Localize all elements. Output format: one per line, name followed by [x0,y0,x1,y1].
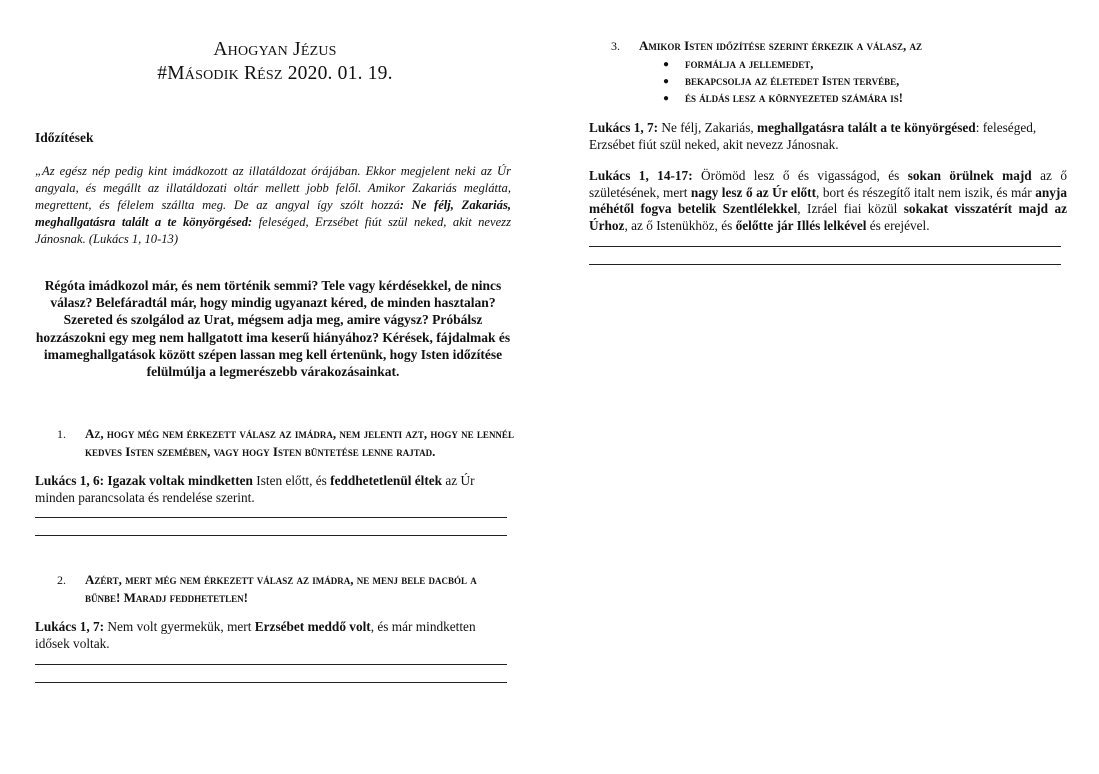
verse-bold: sokakat visszatérít majd az Úrhoz [589,201,1067,233]
verse-text: : feleséged, Erzsébet fiút szül neked, akit nevezz Jánosnak. [589,120,1037,152]
verse-bold: meghallgatásra talált a te könyörgésed [757,120,976,135]
title-line-1: Ahogyan Jézus [213,39,337,60]
verse-text: Nem volt gyermekük, mert [104,619,255,634]
answer-line[interactable] [35,682,507,683]
answer-line[interactable] [589,264,1061,265]
verse-text: Isten előtt, és [252,473,331,488]
verse-bold: feddhetetlenül éltek [330,473,443,488]
bullet-icon: ● [663,59,670,70]
verse-luke-1-6 [35,473,513,506]
bullet-icon: ● [663,76,670,87]
point-number: 2. [57,573,66,587]
verse-bold: anyja méhétől fogva betelik Szentlélekkel [589,184,1067,216]
bullet-list [589,56,1067,107]
verse-text: Ne félj, Zakariás, [658,120,758,135]
bullet-item [589,56,1067,73]
verse-luke-1-7-b [589,120,1067,153]
verse-text: és erejével. [866,217,930,233]
verse-bold: nagy lesz ő az Úr előtt [690,184,817,200]
section-heading: Időzítések [35,130,94,145]
verse-text: , bort és részegítő italt nem iszik, és már [816,184,1036,200]
point-text: Azért, mert még nem érkezett válasz az imádra, ne menj bele dacból a bűnbe! Maradj feddhetetlen! [85,572,477,605]
quote-bold: : Ne félj, Zakariás, meghallgatásra talált a te könyörgésed: [35,198,511,229]
scripture-quote [35,163,511,248]
point-number: 3. [611,39,620,53]
quote-text-1: „Az egész nép pedig kint imádkozott az illatáldozat órájában. Ekkor megjelent neki az Úr angyala, és megállt az illatáldozati oltár mellett jobb felől. Amikor Zakariás meglátta, megrettent, és félelem szállta meg. De az angyal így szólt hozzá [35,164,511,212]
answer-line[interactable] [35,535,507,536]
verse-bold: Erzsébet meddő volt [254,619,371,634]
bullet-text: és áldás lesz a környezeted számára is! [685,91,903,105]
verse-text: , az ő Istenükhöz, és [624,217,736,233]
verse-bold: sokan örülnek majd [907,168,1032,183]
verse-text: , és már mindketten idősek voltak. [35,619,476,651]
bullet-text: formálja a jellemedet, [685,57,814,71]
intro-paragraph: Régóta imádkozol már, és nem történik semmi? Tele vagy kérdésekkel, de nincs válasz? Belefáradtál már, hogy mindig ugyanazt kéred, de minden hasztalan? Szereted és szolgálod az Urat, mégsem adja meg, amire vágysz? Próbálsz hozzászokni egy meg nem hallgatott ima keserű hiányához? Kérések, fájdalmak és imameghallgatások között szépen lassan meg kell értenünk, hogy Isten időzítése felülmúlja a legmerészebb várakozásainkat. [35,278,511,380]
verse-ref: Lukács 1, 7: [35,619,105,634]
answer-line[interactable] [589,246,1061,247]
quote-text-2: feleséged, Erzsébet fiút szül neked, akit nevezz Jánosnak. (Lukács 1, 10-13) [35,215,511,246]
bullet-text: bekapcsolja az életedet Isten tervébe, [685,74,900,88]
point-text: Amikor Isten időzítése szerint érkezik a válasz, az [639,38,923,53]
verse-ref: Lukács 1, 7: [589,120,659,135]
verse-text: Örömöd lesz ő és vigasságod, és [692,168,908,183]
bullet-item [589,73,1067,90]
bullet-item [589,90,1067,107]
bullet-icon: ● [663,93,670,104]
document-title [35,38,515,86]
point-number: 1. [57,427,66,441]
answer-line[interactable] [35,517,507,518]
title-line-2: #Második Rész 2020. 01. 19. [157,63,393,84]
verse-luke-1-14-17 [589,168,1067,234]
verse-ref: Lukács 1, 14-17: [589,168,693,183]
verse-luke-1-7 [35,619,513,652]
answer-line[interactable] [35,664,507,665]
verse-bold: Igazak voltak mindketten [104,473,253,488]
verse-bold: őelőtte jár Illés lelkével [735,217,867,233]
verse-text: , Izráel fiai közül [797,201,904,216]
verse-text: az ő születésének, mert [589,168,1067,200]
verse-text: az Úr minden parancsolata és rendelése szerint. [35,473,475,505]
verse-ref: Lukács 1, 6: [35,473,105,488]
point-text: Az, hogy még nem érkezett válasz az imádra, nem jelenti azt, hogy ne lennél kedves Isten szemében, vagy hogy Isten büntetése lenne rajtad. [85,426,514,459]
